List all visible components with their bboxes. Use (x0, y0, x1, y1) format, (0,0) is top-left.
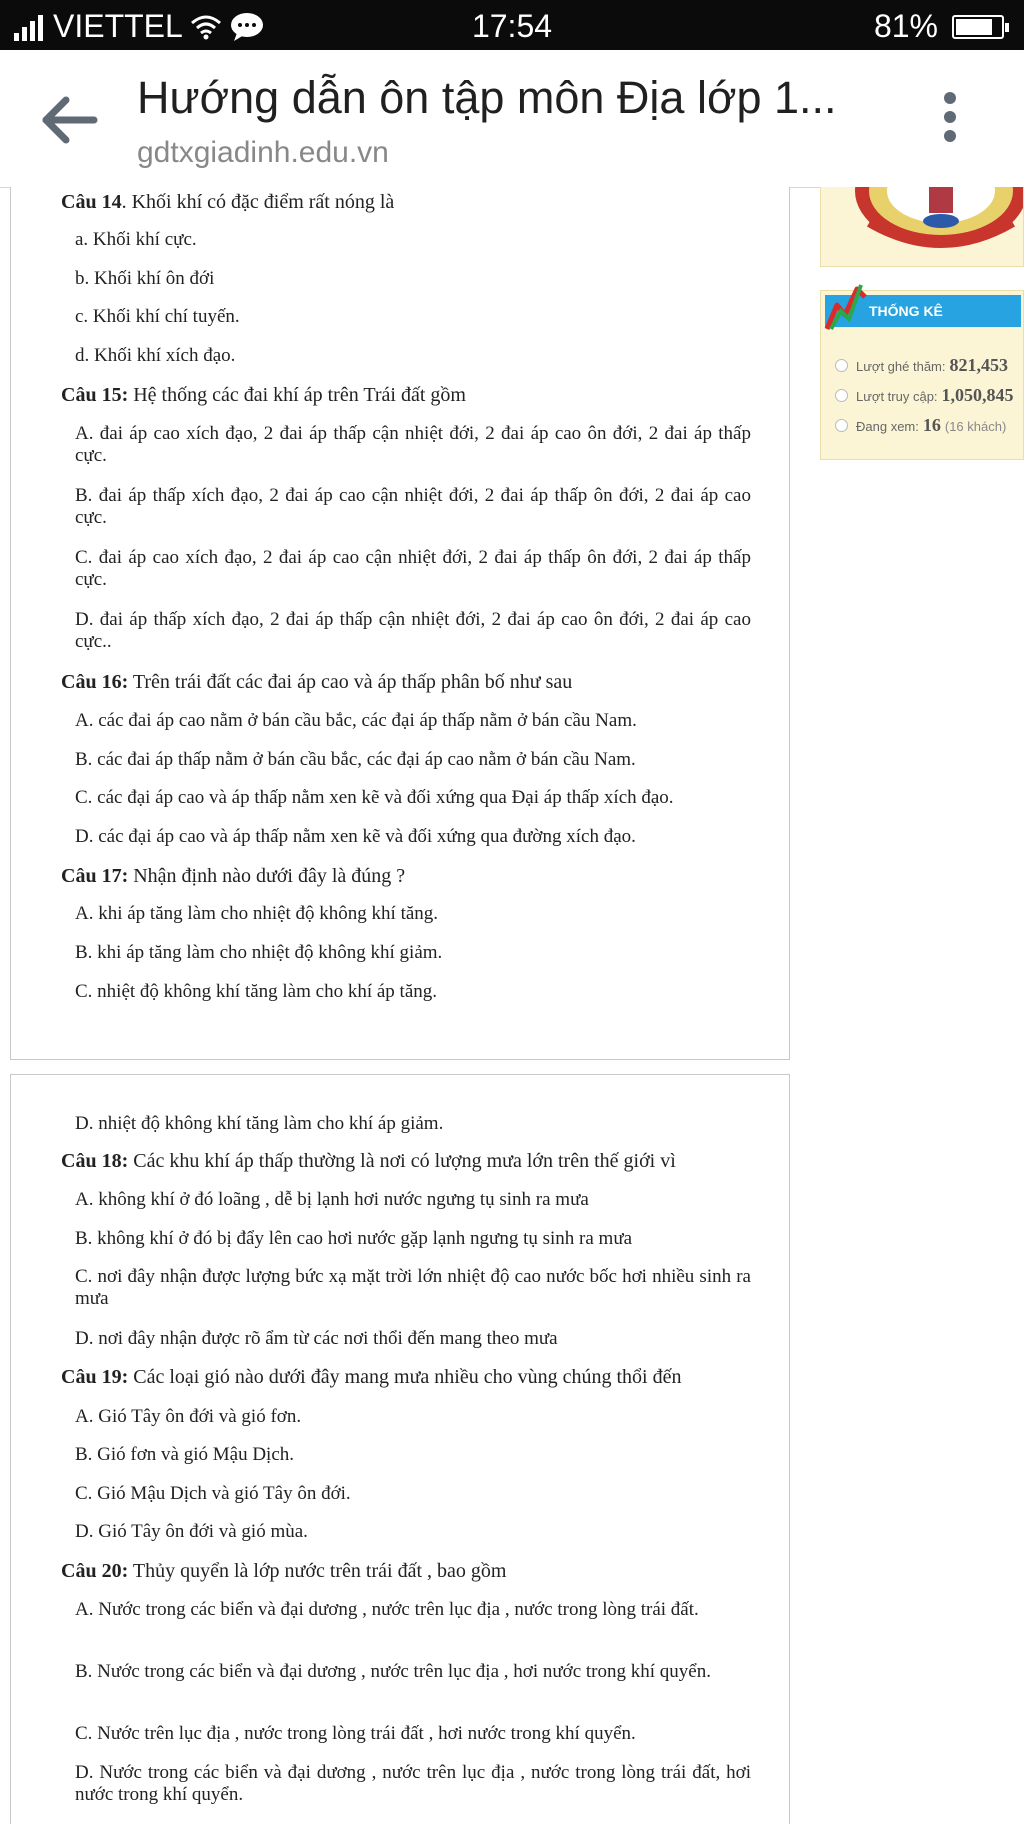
option: C. Gió Mậu Dịch và gió Tây ôn đới. (75, 1483, 351, 1504)
back-arrow-icon[interactable] (38, 92, 100, 148)
stat-row-visits (835, 355, 1008, 376)
stat-row-online (835, 415, 1006, 436)
stats-title: THỐNG KÊ (869, 303, 943, 319)
option: a. Khối khí cực. (75, 229, 197, 250)
status-bar (0, 0, 1024, 50)
question-20: Câu 20: Thủy quyển là lớp nước trên trái đất , bao gồm (61, 1560, 507, 1582)
battery-level (956, 19, 992, 35)
option: b. Khối khí ôn đới (75, 268, 215, 289)
stat-value: 16 (922, 415, 941, 435)
option: c. Khối khí chí tuyến. (75, 306, 240, 327)
bullet-icon (835, 419, 848, 432)
question-17: Câu 17: Nhận định nào dưới đây là đúng ? (61, 865, 406, 887)
option: D. Nước trong các biển và đại dương , nước trên lục địa , nước trong lòng trái đất, hơi nước trong khí quyển. (75, 1762, 751, 1805)
question-14: Câu 14. Khối khí có đặc điểm rất nóng là (61, 191, 395, 213)
option: D. nhiệt độ không khí tăng làm cho khí áp giảm. (75, 1113, 444, 1134)
carrier-name: VIETTEL (53, 8, 183, 44)
status-right (874, 8, 1004, 45)
school-logo-panel (820, 187, 1024, 267)
page-title: Hướng dẫn ôn tập môn Địa lớp 1... (137, 72, 837, 123)
app-header (0, 50, 1024, 188)
option: C. nhiệt độ không khí tăng làm cho khí áp tăng. (75, 981, 438, 1002)
stats-header (825, 295, 1021, 327)
option: C. Nước trên lục địa , nước trong lòng trái đất , hơi nước trong khí quyển. (75, 1723, 636, 1744)
stats-panel (820, 290, 1024, 460)
school-logo (821, 187, 1024, 267)
option: D. đai áp thấp xích đạo, 2 đai áp thấp cận nhiệt đới, 2 đai áp cao ôn đới, 2 đai áp cao cực.. (75, 609, 751, 652)
bullet-icon (835, 389, 848, 402)
option: B. không khí ở đó bị đẩy lên cao hơi nước gặp lạnh ngưng tụ sinh ra mưa (75, 1228, 633, 1249)
option: C. nơi đây nhận được lượng bức xạ mặt trời lớn nhiệt độ cao nước bốc hơi nhiều sinh ra mưa (75, 1266, 751, 1309)
option: B. Gió fơn và gió Mậu Dịch. (75, 1444, 295, 1465)
content-card (10, 1074, 790, 1824)
content-card (10, 187, 790, 1060)
option: B. các đai áp thấp nằm ở bán cầu bắc, các đại áp cao nằm ở bán cầu Nam. (75, 749, 636, 770)
option: A. đai áp cao xích đạo, 2 đai áp thấp cận nhiệt đới, 2 đai áp cao ôn đới, 2 đai áp thấp cực. (75, 423, 751, 466)
question-18: Câu 18: Các khu khí áp thấp thường là nơi có lượng mưa lớn trên thế giới vì (61, 1150, 676, 1172)
option: D. nơi đây nhận được rõ ẩm từ các nơi thổi đến mang theo mưa (75, 1328, 558, 1349)
stat-value: 1,050,845 (941, 385, 1014, 405)
question-15: Câu 15: Hệ thống các đai khí áp trên Trái đất gồm (61, 384, 466, 406)
stats-chart-icon (823, 281, 869, 333)
option: A. Nước trong các biển và đại dương , nước trên lục địa , nước trong lòng trái đất. (75, 1599, 699, 1620)
clock: 17:54 (471, 8, 553, 44)
more-options-icon[interactable] (934, 92, 966, 150)
option: d. Khối khí xích đạo. (75, 345, 236, 366)
bullet-icon (835, 359, 848, 372)
option: B. Nước trong các biển và đại dương , nước trên lục địa , hơi nước trong khí quyển. (75, 1661, 711, 1682)
option: A. khi áp tăng làm cho nhiệt độ không khí tăng. (75, 903, 439, 924)
stat-label: Lượt ghé thăm: (856, 359, 946, 374)
option: B. khi áp tăng làm cho nhiệt độ không khí giảm. (75, 942, 443, 963)
option: A. các đai áp cao nằm ở bán cầu bắc, các đại áp thấp nằm ở bán cầu Nam. (75, 710, 637, 731)
question-16: Câu 16: Trên trái đất các đai áp cao và áp thấp phân bố như sau (61, 671, 573, 693)
stat-label: Lượt truy cập: (856, 389, 938, 404)
stat-row-hits (835, 385, 1014, 406)
question-19: Câu 19: Các loại gió nào dưới đây mang mưa nhiều cho vùng chúng thổi đến (61, 1366, 682, 1388)
stat-extra: (16 khách) (944, 419, 1007, 434)
option: D. Gió Tây ôn đới và gió mùa. (75, 1521, 308, 1542)
page-url: gdtxgiadinh.edu.vn (137, 136, 389, 169)
option: A. không khí ở đó loãng , dễ bị lạnh hơi nước ngưng tụ sinh ra mưa (75, 1189, 589, 1210)
battery-percent: 81% (873, 8, 938, 44)
option: D. các đại áp cao và áp thấp nằm xen kẽ và đối xứng qua đường xích đạo. (75, 826, 636, 847)
stat-label: Đang xem: (856, 419, 919, 434)
option: B. đai áp thấp xích đạo, 2 đai áp cao cận nhiệt đới, 2 đai áp thấp ôn đới, 2 đai áp cao cực. (75, 485, 751, 528)
battery-icon (952, 15, 1004, 39)
stat-value: 821,453 (949, 355, 1008, 375)
option: C. các đại áp cao và áp thấp nằm xen kẽ và đối xứng qua Đại áp thấp xích đạo. (75, 787, 674, 808)
option: A. Gió Tây ôn đới và gió fơn. (75, 1406, 302, 1427)
option: C. đai áp cao xích đạo, 2 đai áp cao cận nhiệt đới, 2 đai áp thấp ôn đới, 2 đai áp thấp cực. (75, 547, 751, 590)
